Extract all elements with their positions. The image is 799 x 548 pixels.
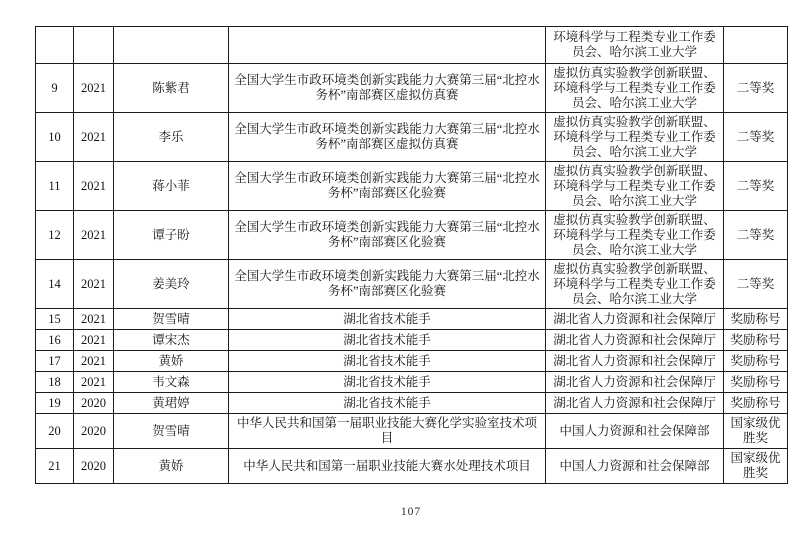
cell-organizer: 虚拟仿真实验教学创新联盟、环境科学与工程类专业工作委员会、哈尔滨工业大学 [546, 162, 724, 211]
cell-no: 9 [36, 64, 74, 113]
table-row [36, 309, 788, 330]
cell-name: 陈紫君 [114, 64, 229, 113]
cell-year: 2021 [74, 260, 114, 309]
cell-competition: 中华人民共和国第一届职业技能大赛化学实验室技术项目 [229, 414, 546, 449]
cell-award: 奖励称号 [724, 351, 788, 372]
cell-organizer: 中国人力资源和社会保障部 [546, 414, 724, 449]
cell-year: 2021 [74, 162, 114, 211]
cell-no: 20 [36, 414, 74, 449]
cell-no: 18 [36, 372, 74, 393]
cell-award: 奖励称号 [724, 393, 788, 414]
cell-competition: 湖北省技术能手 [229, 309, 546, 330]
cell-award: 二等奖 [724, 260, 788, 309]
cell-no: 21 [36, 449, 74, 484]
cell-organizer: 环境科学与工程类专业工作委员会、哈尔滨工业大学 [546, 27, 724, 64]
cell-award: 国家级优胜奖 [724, 414, 788, 449]
cell-name: 蒋小菲 [114, 162, 229, 211]
cell-no: 14 [36, 260, 74, 309]
cell-name: 韦文森 [114, 372, 229, 393]
cell-year: 2021 [74, 330, 114, 351]
cell-year: 2021 [74, 64, 114, 113]
cell-organizer: 湖北省人力资源和社会保障厅 [546, 372, 724, 393]
cell-award: 二等奖 [724, 64, 788, 113]
table-row [36, 162, 788, 211]
cell-competition: 湖北省技术能手 [229, 393, 546, 414]
cell-award: 国家级优胜奖 [724, 449, 788, 484]
cell-no [36, 27, 74, 64]
table-row [36, 113, 788, 162]
cell-competition: 全国大学生市政环境类创新实践能力大赛第三届“北控水务杯”南部赛区虚拟仿真赛 [229, 64, 546, 113]
cell-award [724, 27, 788, 64]
table-row [36, 330, 788, 351]
cell-organizer: 虚拟仿真实验教学创新联盟、环境科学与工程类专业工作委员会、哈尔滨工业大学 [546, 260, 724, 309]
cell-year: 2020 [74, 414, 114, 449]
cell-organizer: 湖北省人力资源和社会保障厅 [546, 351, 724, 372]
table-row [36, 351, 788, 372]
cell-competition [229, 27, 546, 64]
cell-year: 2021 [74, 372, 114, 393]
cell-award: 二等奖 [724, 113, 788, 162]
cell-competition: 全国大学生市政环境类创新实践能力大赛第三届“北控水务杯”南部赛区化验赛 [229, 211, 546, 260]
table-row [36, 414, 788, 449]
cell-competition: 湖北省技术能手 [229, 351, 546, 372]
table-row [36, 449, 788, 484]
cell-organizer: 中国人力资源和社会保障部 [546, 449, 724, 484]
table-row [36, 211, 788, 260]
cell-competition: 全国大学生市政环境类创新实践能力大赛第三届“北控水务杯”南部赛区化验赛 [229, 260, 546, 309]
cell-name: 贺雪晴 [114, 309, 229, 330]
cell-award: 奖励称号 [724, 330, 788, 351]
awards-table [35, 26, 788, 484]
cell-no: 11 [36, 162, 74, 211]
cell-competition: 全国大学生市政环境类创新实践能力大赛第三届“北控水务杯”南部赛区虚拟仿真赛 [229, 113, 546, 162]
cell-name: 黄珺婷 [114, 393, 229, 414]
cell-name: 黄娇 [114, 449, 229, 484]
cell-no: 17 [36, 351, 74, 372]
cell-year: 2020 [74, 393, 114, 414]
cell-name [114, 27, 229, 64]
cell-competition: 湖北省技术能手 [229, 372, 546, 393]
cell-award: 奖励称号 [724, 372, 788, 393]
cell-name: 谭宋杰 [114, 330, 229, 351]
page-number: 107 [400, 506, 422, 518]
cell-organizer: 虚拟仿真实验教学创新联盟、环境科学与工程类专业工作委员会、哈尔滨工业大学 [546, 113, 724, 162]
table-row [36, 393, 788, 414]
cell-competition: 湖北省技术能手 [229, 330, 546, 351]
cell-organizer: 虚拟仿真实验教学创新联盟、环境科学与工程类专业工作委员会、哈尔滨工业大学 [546, 64, 724, 113]
cell-name: 李乐 [114, 113, 229, 162]
cell-no: 19 [36, 393, 74, 414]
table-row [36, 64, 788, 113]
cell-competition: 全国大学生市政环境类创新实践能力大赛第三届“北控水务杯”南部赛区化验赛 [229, 162, 546, 211]
cell-year: 2021 [74, 211, 114, 260]
cell-organizer: 湖北省人力资源和社会保障厅 [546, 330, 724, 351]
cell-name: 姜美玲 [114, 260, 229, 309]
cell-year: 2021 [74, 113, 114, 162]
cell-name: 贺雪晴 [114, 414, 229, 449]
cell-organizer: 湖北省人力资源和社会保障厅 [546, 309, 724, 330]
cell-year: 2021 [74, 351, 114, 372]
cell-name: 谭子盼 [114, 211, 229, 260]
table-row [36, 260, 788, 309]
cell-award: 二等奖 [724, 211, 788, 260]
table-row [36, 372, 788, 393]
cell-name: 黄娇 [114, 351, 229, 372]
cell-award: 奖励称号 [724, 309, 788, 330]
cell-organizer: 湖北省人力资源和社会保障厅 [546, 393, 724, 414]
cell-no: 15 [36, 309, 74, 330]
table-row [36, 27, 788, 64]
cell-no: 12 [36, 211, 74, 260]
cell-organizer: 虚拟仿真实验教学创新联盟、环境科学与工程类专业工作委员会、哈尔滨工业大学 [546, 211, 724, 260]
cell-no: 10 [36, 113, 74, 162]
cell-year: 2021 [74, 309, 114, 330]
cell-year: 2020 [74, 449, 114, 484]
cell-award: 二等奖 [724, 162, 788, 211]
cell-year [74, 27, 114, 64]
cell-competition: 中华人民共和国第一届职业技能大赛水处理技术项目 [229, 449, 546, 484]
cell-no: 16 [36, 330, 74, 351]
